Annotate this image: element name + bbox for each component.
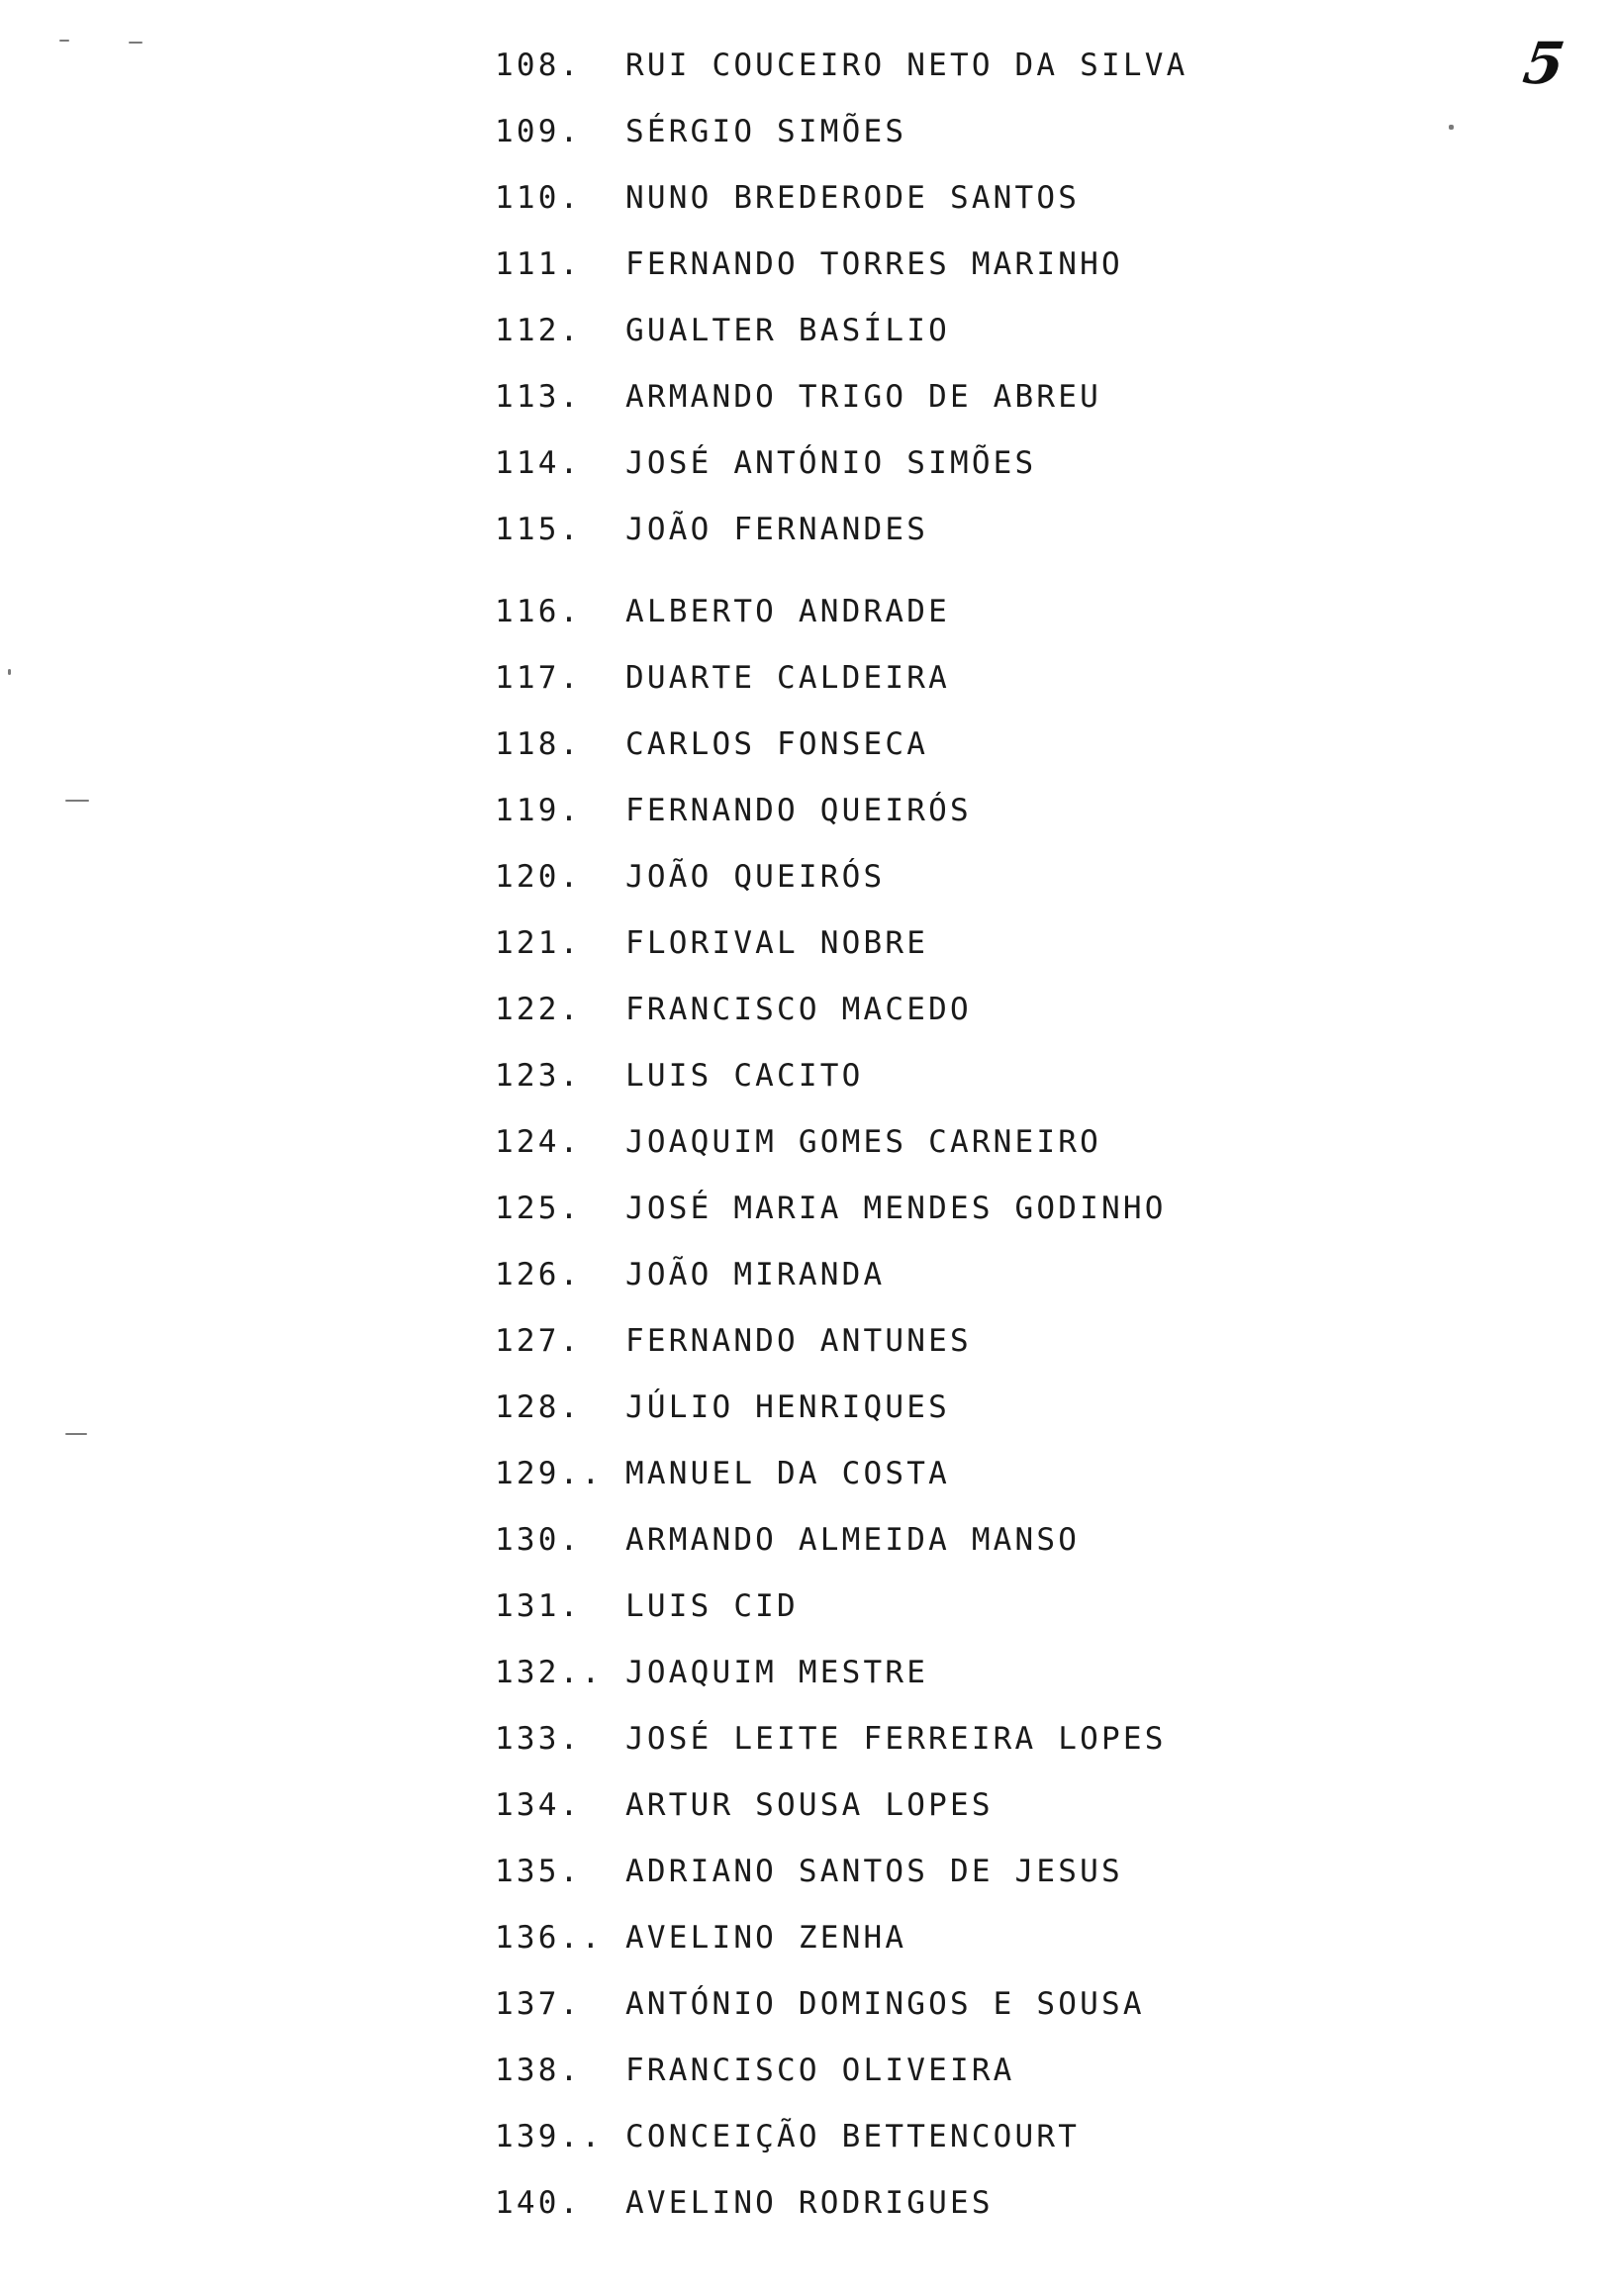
entry-name: CARLOS FONSECA bbox=[625, 726, 929, 762]
entry-number: 111. bbox=[495, 246, 582, 282]
entry-name: ADRIANO SANTOS DE JESUS bbox=[625, 1854, 1123, 1889]
list-item bbox=[495, 1787, 994, 1827]
entry-number: 115. bbox=[495, 512, 582, 547]
entry-name: ALBERTO ANDRADE bbox=[625, 594, 950, 629]
entry-name: ARMANDO ALMEIDA MANSO bbox=[625, 1522, 1081, 1558]
entry-name: MANUEL DA COSTA bbox=[625, 1456, 950, 1491]
list-item bbox=[495, 1655, 928, 1694]
entry-number: 125. bbox=[495, 1191, 582, 1226]
list-item bbox=[495, 992, 972, 1031]
entry-name: ARTUR SOUSA LOPES bbox=[625, 1787, 994, 1823]
list-item bbox=[495, 1522, 1080, 1562]
list-item bbox=[495, 1191, 1167, 1230]
list-item bbox=[495, 313, 950, 352]
entry-number: 129.. bbox=[495, 1456, 604, 1491]
list-item bbox=[495, 1323, 972, 1363]
list-item bbox=[495, 512, 928, 551]
scan-speck bbox=[65, 1433, 87, 1435]
entry-number: 137. bbox=[495, 1986, 582, 2022]
entry-number: 119. bbox=[495, 793, 582, 828]
entry-name: JOÃO FERNANDES bbox=[625, 512, 929, 547]
entry-number: 131. bbox=[495, 1588, 582, 1624]
scan-speck bbox=[8, 669, 11, 675]
entry-number: 109. bbox=[495, 114, 582, 149]
entry-number: 118. bbox=[495, 726, 582, 762]
entry-name: JÚLIO HENRIQUES bbox=[625, 1389, 950, 1425]
list-item bbox=[495, 246, 1123, 286]
entry-name: GUALTER BASÍLIO bbox=[625, 313, 950, 348]
entry-number: 133. bbox=[495, 1721, 582, 1757]
entry-name: JOSÉ ANTÓNIO SIMÕES bbox=[625, 445, 1037, 481]
list-item bbox=[495, 445, 1036, 485]
scan-speck bbox=[65, 800, 89, 802]
entry-name: JOÃO QUEIRÓS bbox=[625, 859, 886, 895]
entry-number: 123. bbox=[495, 1058, 582, 1094]
entry-name: FERNANDO TORRES MARINHO bbox=[625, 246, 1123, 282]
entry-number: 113. bbox=[495, 379, 582, 415]
list-item bbox=[495, 793, 972, 832]
list-item bbox=[495, 925, 928, 965]
list-item bbox=[495, 1456, 950, 1495]
entry-number: 127. bbox=[495, 1323, 582, 1359]
entry-name: FERNANDO ANTUNES bbox=[625, 1323, 972, 1359]
list-item bbox=[495, 2119, 1080, 2158]
entry-number: 114. bbox=[495, 445, 582, 481]
list-item bbox=[495, 180, 1080, 220]
entry-name: FRANCISCO MACEDO bbox=[625, 992, 972, 1027]
entry-name: FRANCISCO OLIVEIRA bbox=[625, 2053, 1015, 2088]
list-item bbox=[495, 379, 1101, 419]
entry-number: 122. bbox=[495, 992, 582, 1027]
entry-name: ANTÓNIO DOMINGOS E SOUSA bbox=[625, 1986, 1145, 2022]
list-item bbox=[495, 1920, 906, 1960]
entry-name: RUI COUCEIRO NETO DA SILVA bbox=[625, 48, 1188, 83]
entry-number: 138. bbox=[495, 2053, 582, 2088]
entry-name: JOAQUIM MESTRE bbox=[625, 1655, 929, 1690]
entry-number: 135. bbox=[495, 1854, 582, 1889]
list-item bbox=[495, 1257, 885, 1296]
entry-name: LUIS CID bbox=[625, 1588, 799, 1624]
page-number: 5 bbox=[1519, 30, 1569, 97]
entry-number: 128. bbox=[495, 1389, 582, 1425]
list-item bbox=[495, 726, 928, 766]
scan-speck bbox=[1449, 125, 1454, 130]
entry-name: FERNANDO QUEIRÓS bbox=[625, 793, 972, 828]
list-item bbox=[495, 2185, 994, 2225]
entry-number: 134. bbox=[495, 1787, 582, 1823]
list-item bbox=[495, 1124, 1101, 1164]
entry-number: 110. bbox=[495, 180, 582, 216]
entry-number: 130. bbox=[495, 1522, 582, 1558]
entry-name: JOAQUIM GOMES CARNEIRO bbox=[625, 1124, 1101, 1160]
entry-name: DUARTE CALDEIRA bbox=[625, 660, 950, 696]
entry-number: 117. bbox=[495, 660, 582, 696]
entry-name: FLORIVAL NOBRE bbox=[625, 925, 929, 961]
entry-name: SÉRGIO SIMÕES bbox=[625, 114, 907, 149]
list-item bbox=[495, 1058, 864, 1098]
list-item bbox=[495, 48, 1188, 87]
entry-number: 112. bbox=[495, 313, 582, 348]
entry-number: 120. bbox=[495, 859, 582, 895]
list-item bbox=[495, 2053, 1015, 2092]
entry-number: 132.. bbox=[495, 1655, 604, 1690]
entry-name: AVELINO ZENHA bbox=[625, 1920, 907, 1956]
entry-number: 108. bbox=[495, 48, 582, 83]
list-item bbox=[495, 594, 950, 633]
list-item bbox=[495, 1986, 1145, 2026]
entry-number: 136.. bbox=[495, 1920, 604, 1956]
entry-name: CONCEIÇÃO BETTENCOURT bbox=[625, 2119, 1081, 2154]
list-item bbox=[495, 1854, 1123, 1893]
entry-number: 139.. bbox=[495, 2119, 604, 2154]
list-item bbox=[495, 1721, 1167, 1761]
entry-name: LUIS CACITO bbox=[625, 1058, 864, 1094]
entry-number: 124. bbox=[495, 1124, 582, 1160]
list-item bbox=[495, 114, 906, 153]
entry-name: ARMANDO TRIGO DE ABREU bbox=[625, 379, 1101, 415]
entry-name: NUNO BREDERODE SANTOS bbox=[625, 180, 1081, 216]
entry-number: 126. bbox=[495, 1257, 582, 1292]
entry-name: AVELINO RODRIGUES bbox=[625, 2185, 994, 2221]
list-item bbox=[495, 859, 885, 899]
entry-number: 116. bbox=[495, 594, 582, 629]
scan-speck bbox=[129, 42, 142, 44]
entry-number: 140. bbox=[495, 2185, 582, 2221]
scan-speck bbox=[59, 40, 69, 42]
entry-name: JOSÉ MARIA MENDES GODINHO bbox=[625, 1191, 1167, 1226]
list-item bbox=[495, 660, 950, 700]
entry-name: JOÃO MIRANDA bbox=[625, 1257, 886, 1292]
list-item bbox=[495, 1389, 950, 1429]
entry-number: 121. bbox=[495, 925, 582, 961]
entry-name: JOSÉ LEITE FERREIRA LOPES bbox=[625, 1721, 1167, 1757]
list-item bbox=[495, 1588, 799, 1628]
